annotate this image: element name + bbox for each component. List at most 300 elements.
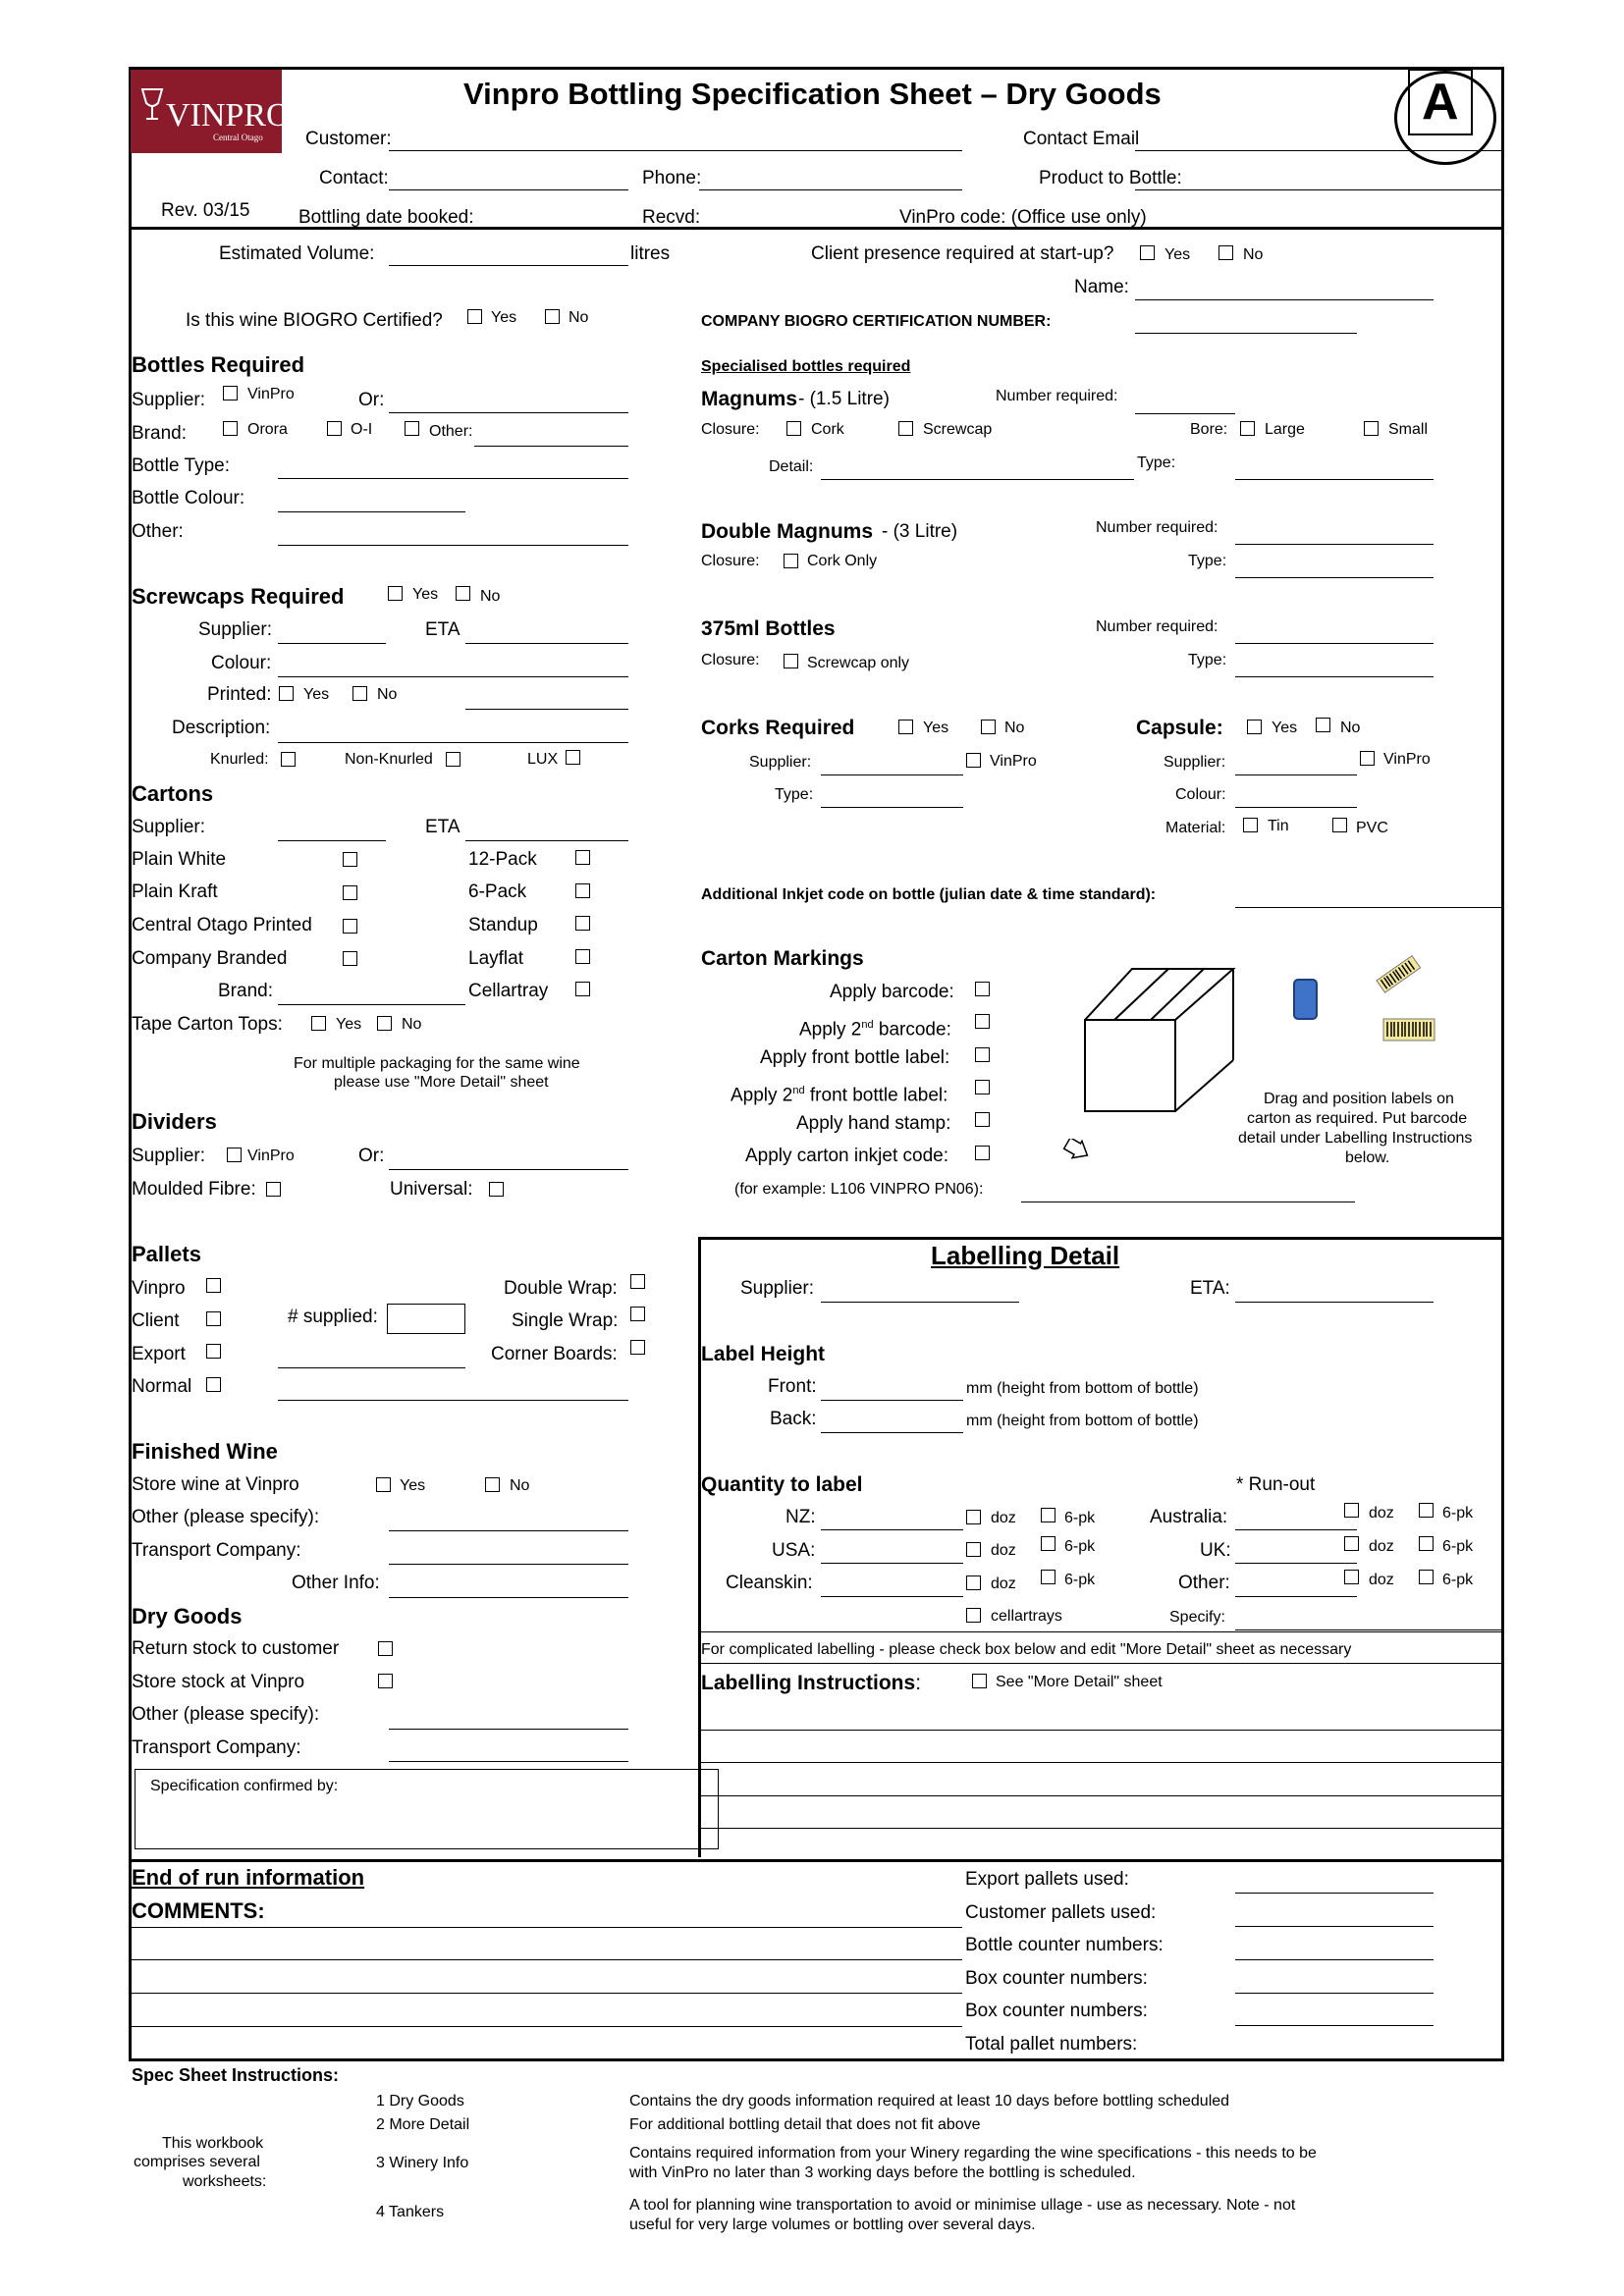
- apply-hand-stamp-checkbox[interactable]: [975, 1112, 990, 1127]
- vinpro-code-label: VinPro code: (Office use only): [899, 207, 1147, 228]
- screwcaps-heading: Screwcaps Required: [132, 584, 345, 609]
- workbook-note-2: comprises several: [134, 2154, 260, 2170]
- estimated-volume-label: Estimated Volume:: [219, 243, 375, 264]
- cleanskin-label: Cleanskin:: [726, 1573, 813, 1593]
- contact-field[interactable]: [389, 189, 628, 190]
- screwcaps-colour-field[interactable]: [278, 676, 628, 677]
- apply-front-checkbox[interactable]: [975, 1047, 990, 1062]
- lux-checkbox[interactable]: [566, 750, 580, 765]
- magnums-type-label: Type:: [1137, 454, 1176, 471]
- store-wine-no-label: No: [510, 1477, 530, 1494]
- magnums-screwcap-checkbox[interactable]: [898, 421, 913, 436]
- bottles-375-type-label: Type:: [1188, 652, 1227, 668]
- client-presence-label: Client presence required at start-up?: [811, 243, 1114, 264]
- pallet-vinpro-label: Vinpro: [132, 1278, 186, 1299]
- company-branded-checkbox[interactable]: [343, 951, 357, 966]
- nz-label: NZ:: [785, 1507, 816, 1527]
- double-number-field[interactable]: [1235, 544, 1434, 545]
- drag-note-2: carton as required. Put barcode: [1247, 1110, 1468, 1127]
- bore-small-label: Small: [1388, 421, 1429, 438]
- finished-transport-label: Transport Company:: [132, 1540, 301, 1561]
- biogro-no-label: No: [568, 309, 589, 326]
- uk-6pk-label: 6-pk: [1442, 1538, 1474, 1555]
- tape-no-checkbox[interactable]: [377, 1016, 392, 1031]
- material-pvc-checkbox[interactable]: [1332, 818, 1347, 832]
- bottles-vinpro-label: VinPro: [247, 386, 295, 402]
- pallet-client-label: Client: [132, 1310, 180, 1331]
- store-wine-yes-checkbox[interactable]: [376, 1477, 391, 1492]
- worksheet-desc-2: with VinPro no later than 3 working days before the bottling is scheduled.: [629, 2164, 1136, 2181]
- capsule-vinpro-label: VinPro: [1383, 751, 1431, 768]
- bottle-counter-field[interactable]: [1235, 1959, 1434, 1960]
- screwcaps-eta-label: ETA: [425, 619, 460, 640]
- pallet-normal-checkbox[interactable]: [206, 1377, 221, 1392]
- australia-doz-checkbox[interactable]: [1344, 1503, 1359, 1518]
- end-of-run-heading: End of run information: [132, 1865, 365, 1890]
- material-tin-label: Tin: [1268, 818, 1289, 834]
- complicated-note: For complicated labelling - please check box below and edit "More Detail" sheet as necessary: [701, 1641, 1352, 1658]
- double-cork-only-checkbox[interactable]: [784, 554, 798, 568]
- instructions-line-1[interactable]: [700, 1730, 1502, 1731]
- end-run-top-rule: [129, 1859, 1504, 1862]
- worksheet-name: 2 More Detail: [376, 2116, 470, 2133]
- inkjet-label: Additional Inkjet code on bottle (julian date & time standard):: [701, 886, 1157, 903]
- page-title: Vinpro Bottling Specification Sheet – Dry Goods: [463, 77, 1162, 111]
- biogro-question: Is this wine BIOGRO Certified?: [186, 310, 443, 331]
- moulded-fibre-label: Moulded Fibre:: [132, 1179, 256, 1200]
- bore-large-label: Large: [1265, 421, 1305, 438]
- magnums-size: - (1.5 Litre): [798, 389, 890, 409]
- drag-note-1: Drag and position labels on: [1264, 1091, 1454, 1107]
- nz-6pk-checkbox[interactable]: [1041, 1508, 1056, 1522]
- uk-field[interactable]: [1235, 1563, 1357, 1564]
- dry-other-field[interactable]: [389, 1729, 628, 1730]
- apply-front-label: Apply front bottle label:: [760, 1047, 950, 1068]
- cartons-supplier-field[interactable]: [278, 840, 386, 841]
- magnums-closure-label: Closure:: [701, 421, 760, 438]
- specification-confirmed-label: Specification confirmed by:: [150, 1778, 339, 1794]
- apply-barcode-checkbox[interactable]: [975, 982, 990, 996]
- box-counter-label-1: Box counter numbers:: [965, 1968, 1148, 1989]
- company-branded-label: Company Branded: [132, 948, 288, 969]
- uk-doz-label: doz: [1369, 1538, 1394, 1555]
- finished-other-field[interactable]: [389, 1530, 628, 1531]
- capsule-supplier-label: Supplier:: [1164, 754, 1226, 771]
- bore-small-checkbox[interactable]: [1364, 421, 1379, 436]
- workbook-note-1: This workbook: [162, 2135, 264, 2152]
- capsule-no-checkbox[interactable]: [1316, 718, 1330, 732]
- logo-name: VINPRO: [166, 97, 291, 133]
- worksheet-desc: A tool for planning wine transportation to avoid or minimise ullage - use as necessary. Note - not: [629, 2197, 1296, 2214]
- label-sticker-icon[interactable]: [1293, 979, 1318, 1020]
- printed-no-label: No: [377, 686, 398, 703]
- cellartrays-checkbox[interactable]: [966, 1608, 981, 1623]
- recvd-label: Recvd:: [642, 207, 701, 228]
- non-knurled-checkbox[interactable]: [446, 752, 460, 767]
- pallet-export-checkbox[interactable]: [206, 1344, 221, 1359]
- screwcaps-no-label: No: [480, 588, 501, 605]
- capsule-colour-label: Colour:: [1175, 786, 1226, 803]
- bore-large-checkbox[interactable]: [1240, 421, 1255, 436]
- dry-transport-label: Transport Company:: [132, 1737, 301, 1758]
- bottles-375-heading: 375ml Bottles: [701, 617, 836, 640]
- label-height-heading: Label Height: [701, 1343, 826, 1365]
- specify-field[interactable]: [1235, 1629, 1502, 1630]
- dry-transport-field[interactable]: [389, 1761, 628, 1762]
- universal-label: Universal:: [390, 1179, 473, 1200]
- inkjet-field[interactable]: [1235, 907, 1502, 908]
- plain-kraft-checkbox[interactable]: [343, 885, 357, 900]
- corks-heading: Corks Required: [701, 717, 855, 739]
- corks-no-checkbox[interactable]: [981, 720, 996, 734]
- bottles-supplier-label: Supplier:: [132, 390, 205, 410]
- universal-checkbox[interactable]: [489, 1182, 504, 1197]
- box-counter-field-1[interactable]: [1235, 1993, 1434, 1994]
- corks-type-field[interactable]: [821, 807, 963, 808]
- pack6-label: 6-Pack: [468, 881, 527, 902]
- cleanskin-6pk-label: 6-pk: [1064, 1572, 1096, 1588]
- pallet-normal-label: Normal: [132, 1376, 192, 1397]
- cleanskin-6pk-checkbox[interactable]: [1041, 1570, 1056, 1584]
- capsule-material-label: Material:: [1165, 820, 1226, 836]
- magnums-detail-field[interactable]: [821, 479, 1134, 480]
- bottles-other-field[interactable]: [278, 545, 628, 546]
- double-wrap-label: Double Wrap:: [504, 1278, 618, 1299]
- pallet-vinpro-checkbox[interactable]: [206, 1278, 221, 1293]
- apply-barcode2-label: Apply 2nd barcode:: [799, 1019, 951, 1041]
- labelling-supplier-field[interactable]: [821, 1302, 1019, 1303]
- brand-other-field[interactable]: [474, 446, 628, 447]
- comments-line-1[interactable]: [132, 1927, 962, 1928]
- corner-boards-checkbox[interactable]: [630, 1340, 645, 1355]
- bottle-colour-field[interactable]: [278, 511, 465, 512]
- knurled-label: Knurled:: [210, 751, 269, 768]
- store-stock-checkbox[interactable]: [378, 1674, 393, 1688]
- labelling-supplier-label: Supplier:: [740, 1278, 814, 1299]
- dividers-heading: Dividers: [132, 1109, 217, 1134]
- printed-yes-label: Yes: [303, 686, 330, 703]
- back-height-field[interactable]: [821, 1432, 963, 1433]
- specify-label: Specify:: [1169, 1609, 1225, 1626]
- other-info-field[interactable]: [389, 1597, 628, 1598]
- inkjet-example-field[interactable]: [1021, 1201, 1355, 1202]
- finished-transport-field[interactable]: [389, 1564, 628, 1565]
- return-stock-checkbox[interactable]: [378, 1641, 393, 1656]
- screwcaps-yes-label: Yes: [412, 586, 439, 603]
- corner-boards-label: Corner Boards:: [491, 1344, 618, 1364]
- screwcaps-supplier-field[interactable]: [278, 643, 386, 644]
- usa-doz-checkbox[interactable]: [966, 1542, 981, 1557]
- worksheet-name: 4 Tankers: [376, 2204, 445, 2220]
- runout-label: * Run-out: [1236, 1474, 1316, 1495]
- single-wrap-checkbox[interactable]: [630, 1307, 645, 1321]
- australia-6pk-label: 6-pk: [1442, 1505, 1474, 1522]
- instructions-line-2[interactable]: [700, 1762, 1502, 1763]
- brand-other-checkbox[interactable]: [405, 421, 419, 436]
- uk-doz-checkbox[interactable]: [1344, 1536, 1359, 1551]
- brand-orora-label: Orora: [247, 421, 288, 438]
- cartons-brand-field[interactable]: [278, 1004, 465, 1005]
- worksheet-name: 3 Winery Info: [376, 2155, 469, 2171]
- printed-field[interactable]: [465, 709, 628, 710]
- worksheet-desc: Contains the dry goods information required at least 10 days before bottling scheduled: [629, 2093, 1230, 2109]
- dividers-or-field[interactable]: [389, 1169, 628, 1170]
- complicated-top-rule: [700, 1631, 1502, 1632]
- capsule-no-label: No: [1340, 720, 1361, 736]
- corks-type-label: Type:: [775, 786, 814, 803]
- magnums-type-field[interactable]: [1235, 479, 1434, 480]
- biogro-number-label: COMPANY BIOGRO CERTIFICATION NUMBER:: [701, 313, 1052, 330]
- printed-yes-checkbox[interactable]: [279, 686, 294, 701]
- bottles-375-type-field[interactable]: [1235, 676, 1434, 677]
- corks-yes-checkbox[interactable]: [898, 720, 913, 734]
- other-6pk-label: 6-pk: [1442, 1572, 1474, 1588]
- export-pallets-field[interactable]: [1235, 1893, 1434, 1894]
- screwcaps-description-label: Description:: [172, 718, 271, 738]
- instructions-top-rule: [700, 1663, 1502, 1664]
- screwcaps-supplier-label: Supplier:: [198, 619, 272, 640]
- cartons-eta-field[interactable]: [465, 840, 628, 841]
- other-6pk-checkbox[interactable]: [1419, 1570, 1434, 1584]
- corks-vinpro-label: VinPro: [990, 753, 1037, 770]
- double-cork-only-label: Cork Only: [807, 553, 878, 569]
- double-type-field[interactable]: [1235, 577, 1434, 578]
- screwcaps-yes-checkbox[interactable]: [388, 586, 403, 601]
- presence-yes-checkbox[interactable]: [1140, 245, 1155, 260]
- cellartrays-label: cellartrays: [991, 1608, 1062, 1625]
- usa-6pk-checkbox[interactable]: [1041, 1536, 1056, 1551]
- knurled-checkbox[interactable]: [281, 752, 296, 767]
- instructions-line-3[interactable]: [700, 1795, 1502, 1796]
- corks-supplier-field[interactable]: [821, 774, 963, 775]
- tape-yes-checkbox[interactable]: [311, 1016, 326, 1031]
- barcode-flat-icon[interactable]: [1382, 1018, 1435, 1041]
- back-mm-note: mm (height from bottom of bottle): [966, 1413, 1199, 1429]
- sheet-badge-letter: A: [1422, 74, 1459, 131]
- customer-field[interactable]: [389, 150, 962, 151]
- australia-field[interactable]: [1235, 1529, 1357, 1530]
- biogro-yes-checkbox[interactable]: [467, 309, 482, 324]
- revision: Rev. 03/15: [161, 200, 250, 221]
- screwcaps-colour-label: Colour:: [211, 653, 272, 673]
- australia-doz-label: doz: [1369, 1505, 1394, 1522]
- central-otago-checkbox[interactable]: [343, 919, 357, 934]
- other-doz-label: doz: [1369, 1572, 1394, 1588]
- magnums-cork-label: Cork: [811, 421, 844, 438]
- customer-pallets-field[interactable]: [1235, 1926, 1434, 1927]
- corks-supplier-label: Supplier:: [749, 754, 812, 771]
- corks-yes-label: Yes: [923, 720, 949, 736]
- capsule-heading: Capsule:: [1136, 717, 1223, 739]
- store-wine-yes-label: Yes: [400, 1477, 426, 1494]
- apply-hand-stamp-label: Apply hand stamp:: [796, 1113, 951, 1134]
- bottles-375-closure-label: Closure:: [701, 652, 760, 668]
- moulded-fibre-checkbox[interactable]: [266, 1182, 281, 1197]
- drag-note-4: below.: [1345, 1149, 1390, 1166]
- contact-label: Contact:: [319, 168, 389, 188]
- comments-line-2[interactable]: [132, 1959, 962, 1960]
- pallet-export-field[interactable]: [278, 1367, 465, 1368]
- cleanskin-field[interactable]: [821, 1596, 963, 1597]
- back-height-label: Back:: [770, 1409, 817, 1429]
- australia-6pk-checkbox[interactable]: [1419, 1503, 1434, 1518]
- presence-name-field[interactable]: [1135, 299, 1434, 300]
- brand-other-label: Other:: [429, 423, 473, 440]
- material-tin-checkbox[interactable]: [1243, 818, 1258, 832]
- total-pallets-label: Total pallet numbers:: [965, 2034, 1138, 2055]
- biogro-number-field[interactable]: [1135, 333, 1357, 334]
- cleanskin-doz-checkbox[interactable]: [966, 1575, 981, 1590]
- double-number-label: Number required:: [1096, 519, 1218, 536]
- instructions-heading: Spec Sheet Instructions:: [132, 2065, 340, 2085]
- screwcaps-eta-field[interactable]: [465, 643, 628, 644]
- standup-label: Standup: [468, 915, 538, 935]
- dividers-vinpro-checkbox[interactable]: [227, 1148, 242, 1162]
- specialised-heading: Specialised bottles required: [701, 358, 911, 375]
- bottles-vinpro-checkbox[interactable]: [223, 386, 238, 400]
- drag-note-3: detail under Labelling Instructions: [1238, 1130, 1473, 1147]
- pallet-client-checkbox[interactable]: [206, 1311, 221, 1326]
- apply-front2-checkbox[interactable]: [975, 1080, 990, 1095]
- labelling-heading: Labelling Detail: [931, 1241, 1120, 1270]
- brand-oi-checkbox[interactable]: [327, 421, 342, 436]
- usa-field[interactable]: [821, 1563, 963, 1564]
- capsule-yes-label: Yes: [1272, 720, 1298, 736]
- plain-white-checkbox[interactable]: [343, 852, 357, 867]
- comments-heading: COMMENTS:: [132, 1898, 265, 1923]
- barcode-angled-icon[interactable]: [1371, 954, 1426, 993]
- bottling-date-label: Bottling date booked:: [298, 207, 474, 228]
- finished-wine-heading: Finished Wine: [132, 1439, 278, 1464]
- bottle-type-label: Bottle Type:: [132, 455, 230, 476]
- corks-vinpro-checkbox[interactable]: [966, 753, 981, 768]
- capsule-vinpro-checkbox[interactable]: [1360, 751, 1375, 766]
- dividers-vinpro-label: VinPro: [247, 1148, 295, 1164]
- capsule-yes-checkbox[interactable]: [1247, 720, 1262, 734]
- presence-no-label: No: [1243, 246, 1264, 263]
- apply-inkjet-checkbox[interactable]: [975, 1146, 990, 1160]
- labelling-eta-field[interactable]: [1235, 1302, 1434, 1303]
- bottles-375-number-label: Number required:: [1096, 618, 1218, 635]
- comments-line-3[interactable]: [132, 1993, 962, 1994]
- labelling-eta-label: ETA:: [1190, 1278, 1230, 1299]
- instructions-line-4[interactable]: [700, 1828, 1502, 1829]
- capsule-colour-field[interactable]: [1235, 807, 1357, 808]
- standup-checkbox[interactable]: [575, 916, 590, 931]
- uk-6pk-checkbox[interactable]: [1419, 1536, 1434, 1551]
- printed-no-checkbox[interactable]: [352, 686, 367, 701]
- lux-label: LUX: [527, 751, 559, 768]
- contact-email-field[interactable]: [1135, 150, 1502, 151]
- nz-doz-checkbox[interactable]: [966, 1510, 981, 1524]
- carton-markings-heading: Carton Markings: [701, 947, 864, 970]
- product-field[interactable]: [1135, 189, 1502, 190]
- brand-oi-label: O-I: [351, 421, 373, 438]
- pallets-heading: Pallets: [132, 1242, 201, 1266]
- worksheet-desc: For additional bottling detail that does not fit above: [629, 2116, 981, 2133]
- double-closure-label: Closure:: [701, 553, 760, 569]
- customer-label: Customer:: [305, 129, 392, 149]
- usa-label: USA:: [772, 1540, 816, 1561]
- pack12-checkbox[interactable]: [575, 850, 590, 865]
- column-divider: [698, 1237, 701, 1857]
- bottles-or-field[interactable]: [389, 412, 628, 413]
- see-more-detail-checkbox[interactable]: [972, 1674, 987, 1688]
- magnums-bore-label: Bore:: [1190, 421, 1228, 438]
- worksheet-name: 1 Dry Goods: [376, 2093, 464, 2109]
- product-label: Product to Bottle:: [1039, 168, 1182, 188]
- comments-line-4[interactable]: [132, 2026, 962, 2027]
- usa-6pk-label: 6-pk: [1064, 1538, 1096, 1555]
- bottles-375-number-field[interactable]: [1235, 643, 1434, 644]
- estimated-volume-field[interactable]: [389, 265, 628, 266]
- biogro-no-checkbox[interactable]: [545, 309, 560, 324]
- plain-kraft-label: Plain Kraft: [132, 881, 218, 902]
- bottle-counter-label: Bottle counter numbers:: [965, 1935, 1164, 1955]
- apply-barcode2-checkbox[interactable]: [975, 1014, 990, 1029]
- workbook-note-3: worksheets:: [183, 2173, 267, 2190]
- other-country-field[interactable]: [1235, 1596, 1357, 1597]
- labelling-top-rule: [698, 1237, 1503, 1240]
- material-pvc-label: PVC: [1356, 820, 1388, 836]
- capsule-supplier-field[interactable]: [1235, 774, 1357, 775]
- export-pallets-label: Export pallets used:: [965, 1869, 1129, 1890]
- tape-yes-label: Yes: [336, 1016, 362, 1033]
- screwcaps-no-checkbox[interactable]: [456, 586, 470, 601]
- front-height-field[interactable]: [821, 1400, 963, 1401]
- apply-front2-label: Apply 2nd front bottle label:: [731, 1085, 948, 1106]
- magnums-cork-checkbox[interactable]: [786, 421, 801, 436]
- store-stock-label: Store stock at Vinpro: [132, 1672, 305, 1692]
- supplied-input[interactable]: [387, 1304, 465, 1334]
- store-wine-no-checkbox[interactable]: [485, 1477, 500, 1492]
- cleanskin-doz-label: doz: [991, 1575, 1016, 1592]
- front-height-label: Front:: [768, 1376, 817, 1397]
- bottles-or-label: Or:: [358, 390, 385, 410]
- double-type-label: Type:: [1188, 553, 1227, 569]
- corks-no-label: No: [1004, 720, 1025, 736]
- front-mm-note: mm (height from bottom of bottle): [966, 1380, 1199, 1397]
- dry-other-label: Other (please specify):: [132, 1704, 320, 1725]
- worksheet-desc-2: useful for very large volumes or bottling over several days.: [629, 2216, 1036, 2233]
- worksheet-desc: Contains required information from your Winery regarding the wine specifications - this needs to be: [629, 2145, 1317, 2162]
- layflat-checkbox[interactable]: [575, 949, 590, 964]
- pack6-checkbox[interactable]: [575, 883, 590, 898]
- bottles-375-screwcap-checkbox[interactable]: [784, 654, 798, 668]
- cellartray-checkbox[interactable]: [575, 982, 590, 996]
- screwcaps-description-field[interactable]: [278, 742, 628, 743]
- brand-orora-checkbox[interactable]: [223, 421, 238, 436]
- usa-doz-label: doz: [991, 1542, 1016, 1559]
- cartons-supplier-label: Supplier:: [132, 817, 205, 837]
- supplied-label: # supplied:: [288, 1307, 378, 1327]
- pack12-label: 12-Pack: [468, 849, 537, 870]
- presence-no-checkbox[interactable]: [1218, 245, 1233, 260]
- phone-field[interactable]: [699, 189, 962, 190]
- non-knurled-label: Non-Knurled: [345, 751, 433, 768]
- dividers-supplier-label: Supplier:: [132, 1146, 205, 1166]
- nz-field[interactable]: [821, 1529, 963, 1530]
- double-wrap-checkbox[interactable]: [630, 1274, 645, 1289]
- box-counter-field-2[interactable]: [1235, 2025, 1434, 2026]
- phone-label: Phone:: [642, 168, 702, 188]
- central-otago-label: Central Otago Printed: [132, 915, 312, 935]
- magnums-number-field[interactable]: [1135, 413, 1235, 414]
- pallet-normal-field[interactable]: [278, 1400, 628, 1401]
- other-doz-checkbox[interactable]: [1344, 1570, 1359, 1584]
- bottle-type-field[interactable]: [278, 478, 628, 479]
- dry-goods-heading: Dry Goods: [132, 1604, 243, 1629]
